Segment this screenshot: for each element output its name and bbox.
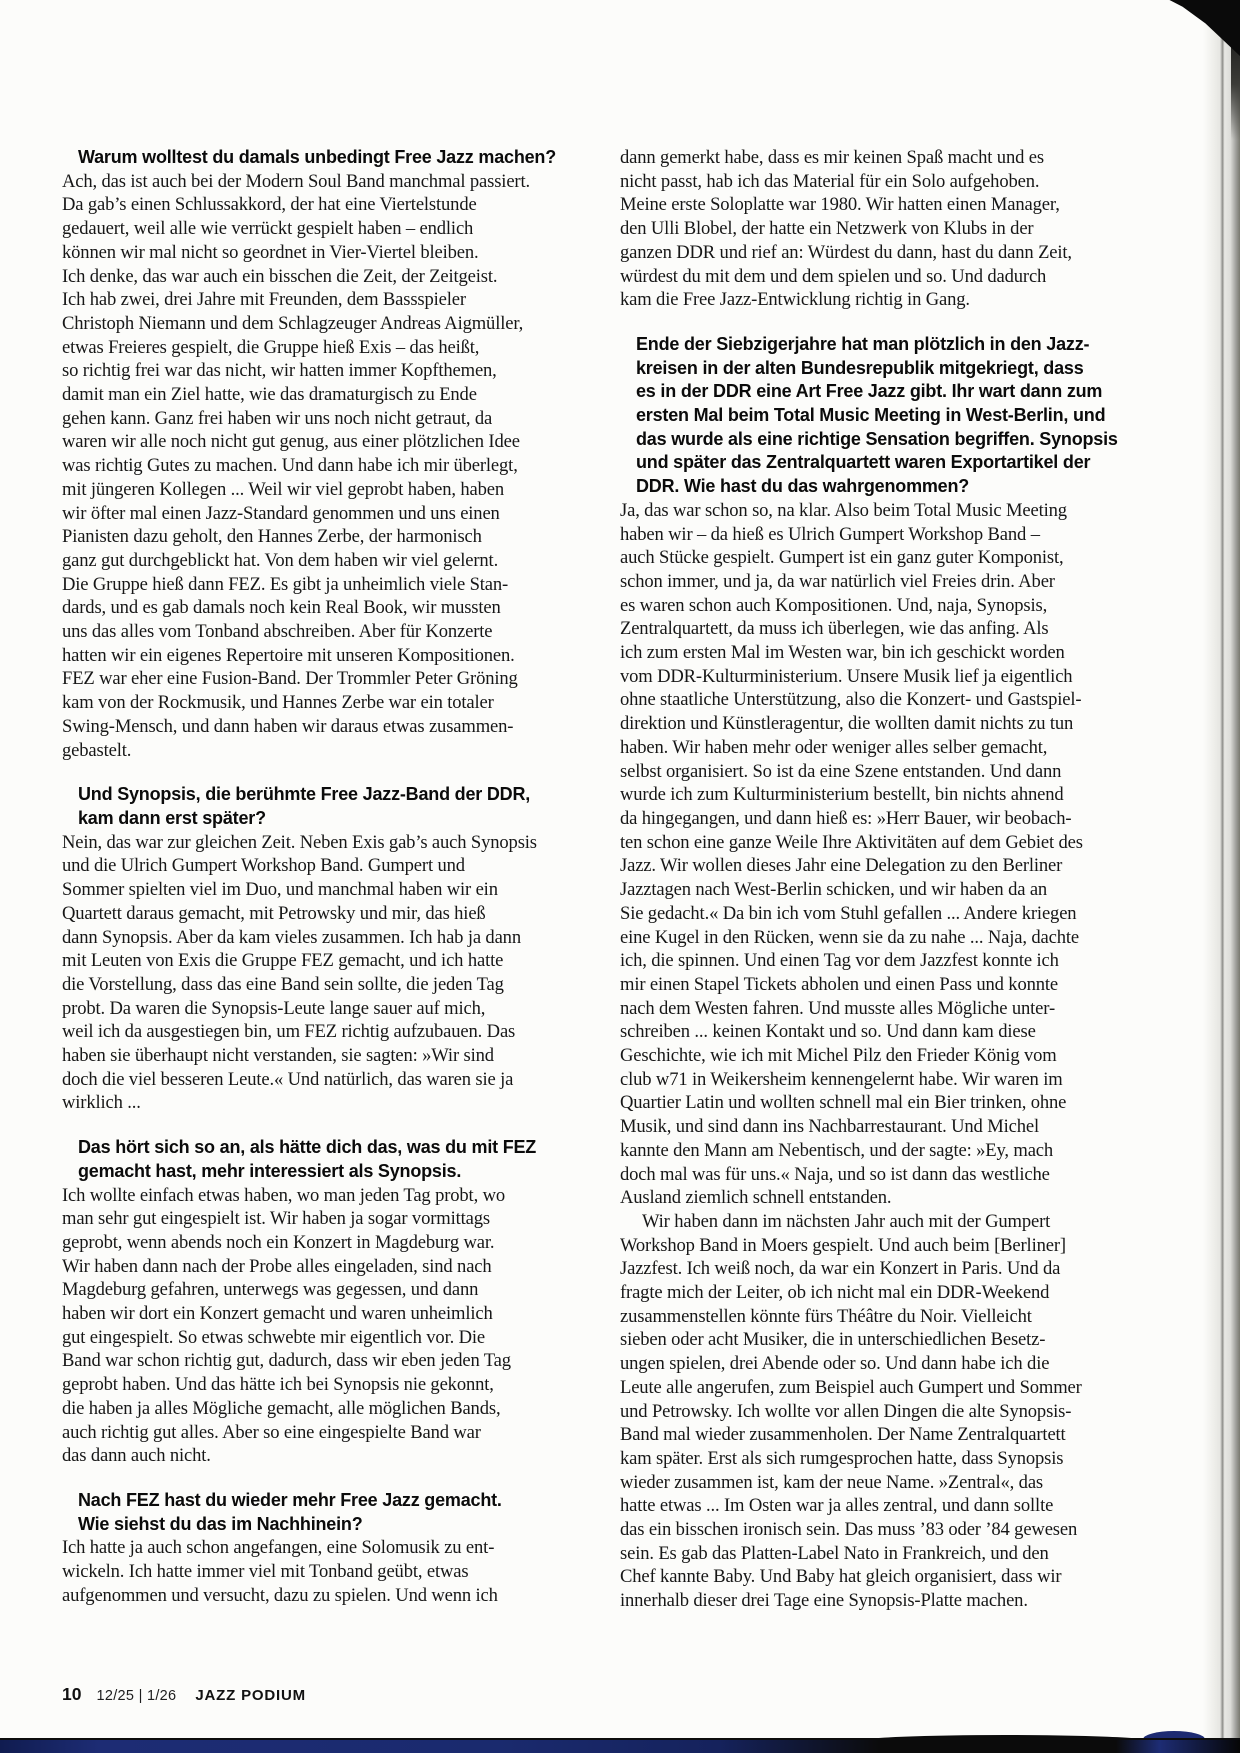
text-line: doch mal was für uns.« Naja, und so ist dann das westliche [620, 1163, 1050, 1185]
text-line: Ich hatte ja auch schon angefangen, eine Solomusik zu ent- [62, 1537, 495, 1559]
text-line: kam die Free Jazz-Entwicklung richtig in Gang. [620, 289, 970, 311]
text-line: das ein bisschen ironisch sein. Das muss ’83 oder ’84 gewesen [620, 1519, 1078, 1541]
text-line: man sehr gut eingespielt ist. Wir haben ja sogar vormittags [62, 1208, 490, 1230]
text-line: doch die viel besseren Leute.« Und natürlich, das waren sie ja [62, 1068, 514, 1090]
text-line: gut eingespielt. So etwas schwebte mir eigentlich vor. Die [62, 1326, 485, 1348]
text-line: Wie siehst du das im Nachhinein? [78, 1513, 363, 1534]
text-line: schon immer, und ja, da war natürlich viel Freies drin. Aber [620, 570, 1055, 592]
text-line: Sie gedacht.« Da bin ich vom Stuhl gefallen ... Andere kriegen [620, 902, 1077, 924]
text-line: das dann auch nicht. [62, 1445, 211, 1467]
text-line: nicht passt, hab ich das Material für ein Solo aufgehoben. [620, 170, 1040, 192]
text-line: wir öfter mal einen Jazz-Standard genommen und uns einen [62, 502, 500, 524]
text-line: den Ulli Blobel, der hatte ein Netzwerk von Klubs in der [620, 218, 1034, 240]
text-line: wirklich ... [62, 1092, 141, 1114]
text-line: Zentralquartett, da muss ich überlegen, wie das anfing. Als [620, 618, 1049, 640]
text-line: kam dann erst später? [78, 807, 266, 828]
text-line: Quartett daraus gemacht, mit Petrowsky und mir, das hieß [62, 902, 486, 924]
text-line: ganzen DDR und rief an: Würdest du dann, hast du dann Zeit, [620, 241, 1072, 263]
text-line: eine Kugel in den Rücken, wenn sie da zu nahe ... Naja, dachte [620, 926, 1079, 948]
text-line: wurde ich zum Kulturministerium bestellt, bin nichts ahnend [620, 784, 1064, 806]
text-line: Swing-Mensch, und dann haben wir daraus etwas zusammen- [62, 715, 514, 737]
interview-question [62, 1136, 618, 1183]
text-line: es waren schon auch Kompositionen. Und, naja, Synopsis, [620, 594, 1048, 616]
text-line: Nach FEZ hast du wieder mehr Free Jazz gemacht. [78, 1489, 502, 1510]
text-line: Wir haben dann nach der Probe alles eingeladen, sind nach [62, 1255, 492, 1277]
text-line: die Vorstellung, dass das eine Band sein sollte, die jeden Tag [62, 973, 504, 995]
text-line: hatte etwas ... Im Osten war ja alles zentral, und dann sollte [620, 1495, 1054, 1517]
text-line: nach dem Westen fahren. Und musste alles Mögliche unter- [620, 997, 1055, 1019]
text-column-right [620, 146, 1176, 1613]
text-line: schreiben ... keinen Kontakt und so. Und dann kam diese [620, 1021, 1036, 1043]
interview-paragraph [620, 1210, 1176, 1613]
text-line: Sommer spielten viel im Duo, und manchmal haben wir ein [62, 879, 498, 901]
magazine-title: JAZZ PODIUM [195, 1687, 306, 1704]
text-line: kannte den Mann am Nebentisch, und der sagte: »Ey, mach [620, 1139, 1054, 1161]
text-line: Jazzfest. Ich weiß noch, da war ein Konzert in Paris. Und da [620, 1258, 1061, 1280]
text-line: ganz gut durchgeblickt hat. Von dem haben wir viel gelernt. [62, 549, 499, 571]
text-line: Band war schon richtig gut, dadurch, dass wir eben jeden Tag [62, 1350, 511, 1372]
interview-question [62, 1489, 618, 1536]
interview-paragraph [62, 831, 618, 1115]
text-line: da hingegangen, und dann hieß es: »Herr Bauer, wir beobach- [620, 807, 1072, 829]
page-edge-shadow [1203, 0, 1240, 1753]
text-line: können wir mal nicht so geordnet in Vier-Viertel bleiben. [62, 241, 479, 263]
text-line: aufgenommen und versucht, dazu zu spielen. Und wenn ich [62, 1584, 498, 1606]
text-line: sein. Es gab das Platten-Label Nato in Frankreich, und den [620, 1542, 1049, 1564]
text-line: mit Leuten von Exis die Gruppe FEZ gemacht, und ich hatte [62, 950, 504, 972]
text-line: Chef kannte Baby. Und Baby hat gleich organisiert, dass wir [620, 1566, 1062, 1588]
text-line: ich zum ersten Mal im Westen war, bin ich geschickt worden [620, 642, 1065, 664]
interview-paragraph [620, 499, 1176, 1210]
text-line: würdest du mit dem und dem spielen und so. Und dadurch [620, 265, 1047, 287]
text-line: Jazztagen nach West-Berlin schicken, und wir haben da an [620, 879, 1048, 901]
text-line: selbst organisiert. So ist da eine Szene entstanden. Und dann [620, 760, 1062, 782]
text-line: dann Synopsis. Aber da kam vieles zusammen. Ich hab ja dann [62, 926, 521, 948]
text-line: haben wir dort ein Konzert gemacht und waren unheimlich [62, 1303, 493, 1325]
text-line: Jazz. Wir wollen dieses Jahr eine Delegation zu den Berliner [620, 855, 1063, 877]
text-line: direktion und Künstleragentur, die wollten damit nichts zu tun [620, 713, 1074, 735]
text-line: ersten Mal beim Total Music Meeting in West-Berlin, und [636, 405, 1106, 426]
interview-question [62, 146, 618, 170]
interview-paragraph [620, 146, 1176, 312]
text-line: Band mal wieder zusammenholen. Der Name Zentralquartett [620, 1424, 1066, 1446]
text-line: gebastelt. [62, 739, 132, 761]
interview-paragraph [62, 1184, 618, 1468]
text-line: Ich denke, das war auch ein bisschen die Zeit, der Zeitgeist. [62, 265, 498, 287]
text-column-left [62, 146, 618, 1607]
text-line: Das hört sich so an, als hätte dich das, was du mit FEZ [78, 1137, 537, 1158]
text-line: dann gemerkt habe, dass es mir keinen Spaß macht und es [620, 147, 1044, 168]
text-line: Workshop Band in Moers gespielt. Und auch beim [Berliner] [620, 1234, 1066, 1256]
text-line: weil ich da ausgestiegen bin, um FEZ richtig aufzubauen. Das [62, 1021, 516, 1043]
text-line: ohne staatliche Unterstützung, also die Konzert- und Gastspiel- [620, 689, 1082, 711]
text-line: Christoph Niemann und dem Schlagzeuger Andreas Aigmüller, [62, 312, 524, 334]
text-line: Pianisten dazu geholt, den Hannes Zerbe, der harmonisch [62, 526, 482, 548]
text-line: Und Synopsis, die berühmte Free Jazz-Band der DDR, [78, 784, 531, 805]
text-line: kam später. Erst als sich rumgesprochen hatte, dass Synopsis [620, 1447, 1064, 1469]
text-line: Die Gruppe hieß dann FEZ. Es gibt ja unheimlich viele Stan- [62, 573, 509, 595]
text-line: Ich hab zwei, drei Jahre mit Freunden, dem Bassspieler [62, 289, 466, 311]
text-line: gehen kann. Ganz frei haben wir uns noch nicht getraut, da [62, 407, 493, 429]
text-line: kam von der Rockmusik, und Hannes Zerbe war ein totaler [62, 692, 494, 714]
text-line: Magdeburg gefahren, unterwegs was gegessen, und dann [62, 1279, 479, 1301]
text-line: innerhalb dieser drei Tage eine Synopsis-Platte machen. [620, 1590, 1028, 1612]
text-line: Warum wolltest du damals unbedingt Free Jazz machen? [78, 147, 557, 167]
text-line: ungen spielen, drei Abende oder so. Und dann habe ich die [620, 1353, 1050, 1375]
page-number: 10 [62, 1684, 82, 1704]
text-line: Geschichte, wie ich mit Michel Pilz den Frieder König vom [620, 1045, 1057, 1067]
text-line: haben wir – da hieß es Ulrich Gumpert Workshop Band – [620, 523, 1040, 545]
text-line: die haben ja alles Mögliche gemacht, alle möglichen Bands, [62, 1397, 501, 1419]
text-line: waren wir alle noch nicht gut genug, aus einer plötzlichen Idee [62, 431, 520, 453]
text-line: und Petrowsky. Ich wollte vor allen Dingen die alte Synopsis- [620, 1400, 1072, 1422]
issue-label: 12/25 | 1/26 [96, 1688, 177, 1704]
text-line: gedauert, weil alle wie verrückt gespielt haben – endlich [62, 218, 474, 240]
text-line: sieben oder acht Musiker, die in unterschiedlichen Besetz- [620, 1329, 1046, 1351]
text-line: und später das Zentralquartett waren Exportartikel der [636, 452, 1091, 473]
text-line: geprobt, wenn abends noch ein Konzert in Magdeburg war. [62, 1231, 495, 1253]
text-line: das wurde als eine richtige Sensation begriffen. Synopsis [636, 428, 1118, 449]
text-line: ich, die spinnen. Und einen Tag vor dem Jazzfest konnte ich [620, 950, 1059, 972]
text-line: Da gab’s einen Schlussakkord, der hat eine Viertelstunde [62, 194, 477, 216]
text-line: Ende der Siebzigerjahre hat man plötzlich in den Jazz- [636, 333, 1090, 354]
text-line: dards, und es gab damals noch kein Real Book, wir mussten [62, 597, 501, 619]
text-line: so richtig frei war das nicht, wir hatten immer Kopfthemen, [62, 360, 497, 382]
text-line: wieder zusammen ist, kam der neue Name. »Zentral«, das [620, 1471, 1044, 1493]
text-line: Wir haben dann im nächsten Jahr auch mit der Gumpert [642, 1210, 1051, 1232]
text-line: Ausland ziemlich schnell entstanden. [620, 1187, 892, 1209]
text-line: etwas Freieres gespielt, die Gruppe hieß Exis – das heißt, [62, 336, 480, 358]
text-line: hatten wir ein eigenes Repertoire mit unseren Kompositionen. [62, 644, 515, 666]
interview-question [62, 783, 618, 830]
text-line: fragte mich der Leiter, ob ich nicht mal ein DDR-Weekend [620, 1282, 1050, 1304]
text-line: uns das alles vom Tonband abschreiben. Aber für Konzerte [62, 621, 493, 643]
text-line: DDR. Wie hast du das wahrgenommen? [636, 476, 970, 497]
text-line: mir einen Stapel Tickets abholen und einen Pass und konnte [620, 973, 1059, 995]
text-line: Ja, das war schon so, na klar. Also beim Total Music Meeting [620, 499, 1067, 521]
text-line: mit jüngeren Kollegen ... Weil wir viel geprobt haben, haben [62, 478, 504, 500]
interview-paragraph [62, 170, 618, 763]
interview-question [620, 333, 1176, 499]
text-line: haben. Wir haben mehr oder weniger alles selber gemacht, [620, 736, 1048, 758]
text-line: gemacht hast, mehr interessiert als Synopsis. [78, 1160, 462, 1181]
text-line: auch richtig gut alles. Aber so eine eingespielte Band war [62, 1421, 481, 1443]
text-line: Musik, und sind dann ins Nachbarrestaurant. Und Michel [620, 1116, 1039, 1138]
text-line: was richtig Gutes zu machen. Und dann habe ich mir überlegt, [62, 455, 518, 477]
text-line: club w71 in Weikersheim kennengelernt habe. Wir waren im [620, 1068, 1063, 1090]
text-line: geprobt haben. Und das hätte ich bei Synopsis nie gekonnt, [62, 1374, 494, 1396]
text-line: ten schon eine ganze Weile Ihre Aktivitäten auf dem Gebiet des [620, 831, 1083, 853]
text-line: Nein, das war zur gleichen Zeit. Neben Exis gab’s auch Synopsis [62, 831, 537, 853]
text-line: Quartier Latin und wollten schnell mal ein Bier trinken, ohne [620, 1092, 1067, 1114]
text-line: und die Ulrich Gumpert Workshop Band. Gumpert und [62, 855, 465, 877]
text-line: zusammenstellen könnte fürs Théâtre du Noir. Vielleicht [620, 1305, 1032, 1327]
bottom-cover-strip [0, 1738, 1240, 1753]
text-line: Leute alle angerufen, zum Beispiel auch Gumpert und Sommer [620, 1376, 1082, 1398]
text-line: FEZ war eher eine Fusion-Band. Der Trommler Peter Gröning [62, 668, 518, 690]
text-line: Ich wollte einfach etwas haben, wo man jeden Tag probt, wo [62, 1184, 505, 1206]
page-footer [62, 1684, 306, 1705]
text-line: probt. Da waren die Synopsis-Leute lange sauer auf mich, [62, 997, 486, 1019]
text-line: Meine erste Soloplatte war 1980. Wir hatten einen Manager, [620, 194, 1060, 216]
text-line: auch Stücke gespielt. Gumpert ist ein ganz guter Komponist, [620, 547, 1064, 569]
text-line: haben sie überhaupt nicht verstanden, sie sagten: »Wir sind [62, 1045, 494, 1067]
interview-paragraph [62, 1536, 618, 1607]
text-line: vom DDR-Kulturministerium. Unsere Musik lief ja eigentlich [620, 665, 1073, 687]
text-line: Ach, das ist auch bei der Modern Soul Band manchmal passiert. [62, 170, 530, 192]
text-line: kreisen in der alten Bundesrepublik mitgekriegt, dass [636, 357, 1084, 378]
text-line: es in der DDR eine Art Free Jazz gibt. Ihr wart dann zum [636, 381, 1103, 402]
text-line: damit man ein Ziel hatte, wie das dramaturgisch zu Ende [62, 384, 477, 406]
text-line: wickeln. Ich hatte immer viel mit Tonband geübt, etwas [62, 1561, 469, 1583]
